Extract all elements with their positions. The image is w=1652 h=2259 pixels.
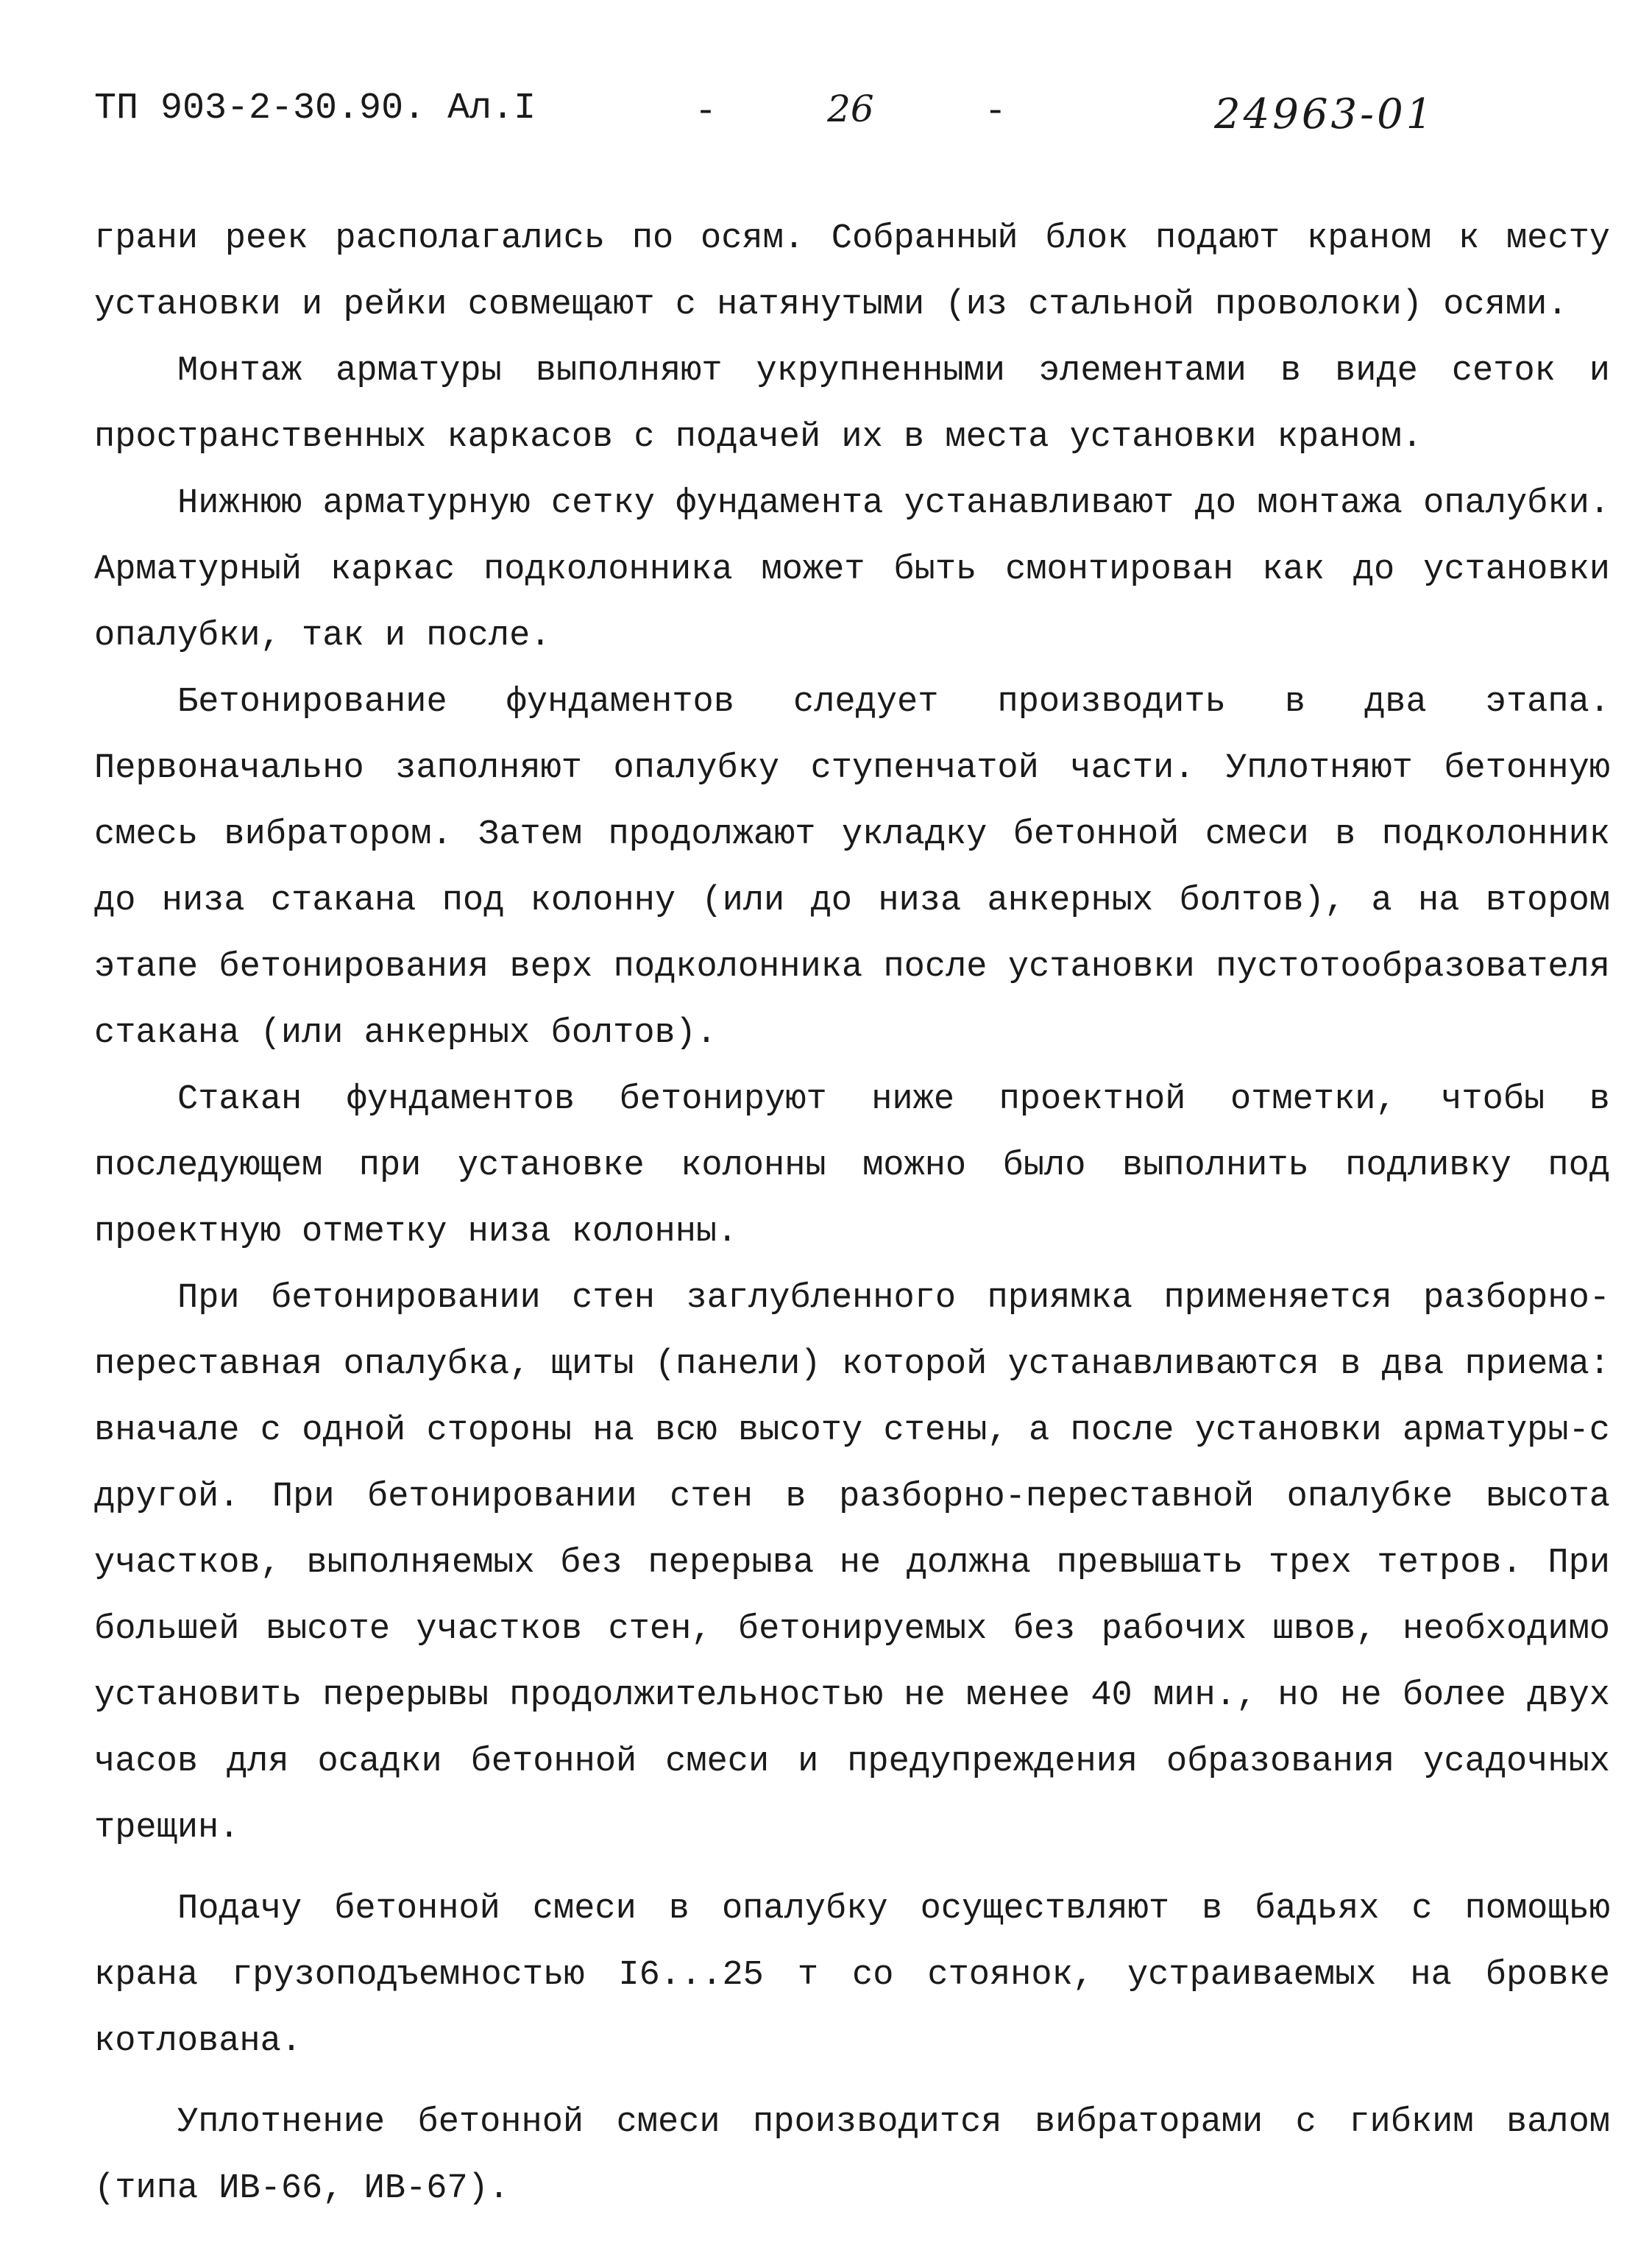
page-number-block [695,87,1007,135]
paragraph: Монтаж арматуры выполняют укрупненными элементами в виде сеток и пространственных каркасов с подачей их в места установки краном. [94,352,1610,457]
page-dash-right: - [984,91,1007,133]
paragraph: Бетонирование фундаментов следует производить в два этапа. Первоначально заполняют опалубку ступенчатой части. Уплотняют бетонную смесь вибратором. Затем продолжают укладку бетонной смеси в подколонник до низа стакана под колонну (или до низа анкерных болтов), а на втором этапе бетонирования верх подколонника после установки пустотообразователя стакана (или анкерных болтов). [94,683,1610,1053]
page-number: 26 [827,88,874,130]
archive-number: 24963-01 [1214,91,1436,138]
paragraph: Нижнюю арматурную сетку фундамента устанавливают до монтажа опалубки. Арматурный каркас подколонника может быть смонтирован как до установки опалубки, так и после. [94,484,1610,656]
paragraph: Уплотнение бетонной смеси производится вибраторами с гибким валом (типа ИВ-66, ИВ-67). [94,2103,1610,2208]
paragraph: Стакан фундаментов бетонируют ниже проектной отметки, чтобы в последующем при установке колонны можно было выполнить подливку под проектную отметку низа колонны. [94,1080,1610,1252]
document-code: ТП 903-2-30.90. Ал.I [94,88,536,130]
page-dash-left: - [695,91,717,133]
paragraph: Подачу бетонной смеси в опалубку осуществляют в бадьях с помощью крана грузоподъемностью I6...25 т со стоянок, устраиваемых на бровке котлована. [94,1890,1610,2061]
paragraph: грани реек располагались по осям. Собранный блок подают краном к месту установки и рейки совмещают с натянутыми (из стальной проволоки) осями. [94,219,1610,325]
body-text [94,206,1610,2222]
paragraph: При бетонировании стен заглубленного приямка применяется разборно-переставная опалубка, щиты (панели) которой устанавливаются в два приема: вначале с одной стороны на всю высоту стены, а после установки арматуры-с другой. При бетонировании стен в разборно-переставной опалубке высота участков, выполняемых без перерыва не должна превышать трех тетров. При большей высоте участков стен, бетонируемых без рабочих швов, необходимо установить перерывы продолжительностью не менее 40 мин., но не более двух часов для осадки бетонной смеси и предупреждения образования усадочных трещин. [94,1279,1610,1848]
